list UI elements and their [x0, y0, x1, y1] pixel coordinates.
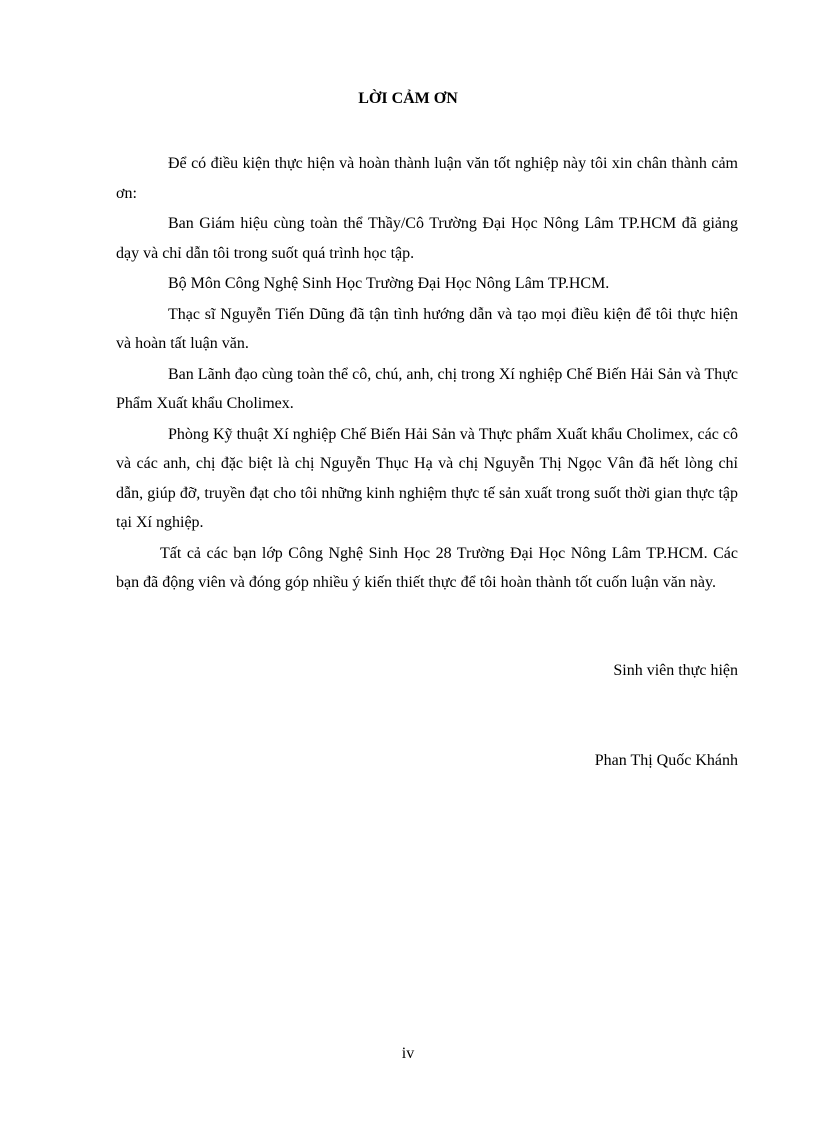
paragraph-leadership: Ban Lãnh đạo cùng toàn thể cô, chú, anh, chị trong Xí nghiệp Chế Biến Hải Sản và Thực Phẩm Xuất khẩu Cholimex.: [116, 365, 738, 412]
signature-name: Phan Thị Quốc Khánh: [594, 752, 738, 769]
paragraph-board: Ban Giám hiệu cùng toàn thể Thầy/Cô Trường Đại Học Nông Lâm TP.HCM đã giảng dạy và chỉ dẫn tôi trong suốt quá trình học tập.: [116, 215, 738, 262]
paragraph-technical-dept: Phòng Kỹ thuật Xí nghiệp Chế Biến Hải Sản và Thực phẩm Xuất khẩu Cholimex, các cô và các anh, chị đặc biệt là chị Nguyễn Thục Hạ và chị Nguyễn Thị Ngọc Vân đã hết lòng chỉ dẫn, giúp đỡ, truyền đạt cho tôi những kinh nghiệm thực tế sản xuất trong suốt thời gian thực tập tại Xí nghiệp.: [116, 425, 738, 531]
page-number: iv: [401, 1045, 415, 1062]
signature-role: Sinh viên thực hiện: [613, 662, 738, 679]
page-title: LỜI CẢM ƠN: [358, 90, 458, 107]
paragraph-intro: Để có điều kiện thực hiện và hoàn thành luận văn tốt nghiệp này tôi xin chân thành cảm ơn:: [116, 155, 738, 202]
paragraph-department: Bộ Môn Công Nghệ Sinh Học Trường Đại Học Nông Lâm TP.HCM.: [168, 275, 610, 292]
acknowledgement-body: [116, 149, 738, 599]
paragraph-classmates: Tất cả các bạn lớp Công Nghệ Sinh Học 28 Trường Đại Học Nông Lâm TP.HCM. Các bạn đã động viên và đóng góp nhiều ý kiến thiết thực để tôi hoàn thành tốt cuốn luận văn này.: [116, 544, 738, 591]
paragraph-advisor: Thạc sĩ Nguyễn Tiến Dũng đã tận tình hướng dẫn và tạo mọi điều kiện để tôi thực hiện và hoàn tất luận văn.: [116, 305, 738, 352]
